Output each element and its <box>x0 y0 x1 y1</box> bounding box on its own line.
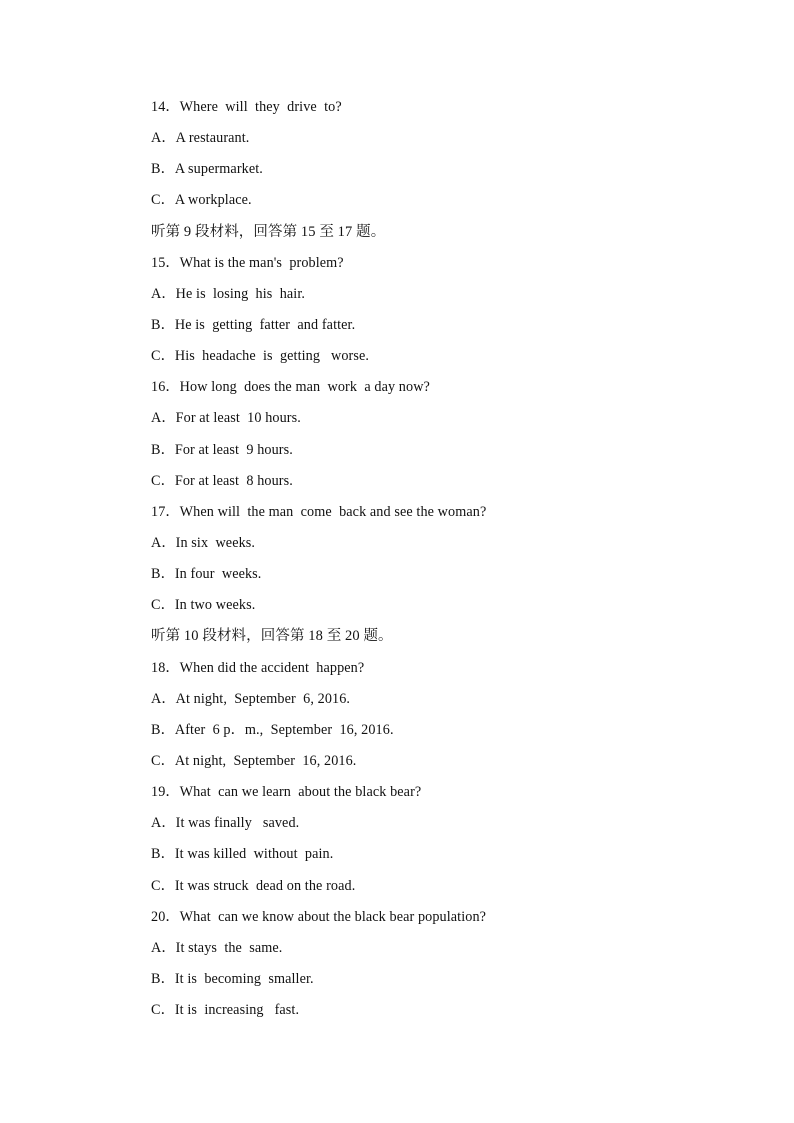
option-19-c: C．It was struck dead on the road. <box>151 877 356 894</box>
option-20-c: C．It is increasing fast. <box>151 1002 300 1019</box>
option-17-a: A．In six weeks. <box>151 534 256 551</box>
question-19: 19．What can we learn about the black bear? <box>151 784 422 801</box>
question-18: 18．When did the accident happen? <box>151 659 365 676</box>
option-20-a: A．It stays the same. <box>151 939 283 956</box>
question-list <box>151 96 751 1030</box>
question-15: 15．What is the man's problem? <box>151 254 344 271</box>
option-17-c: C．In two weeks. <box>151 597 256 614</box>
option-15-b: B．He is getting fatter and fatter. <box>151 316 356 333</box>
question-20: 20．What can we know about the black bear population? <box>151 908 487 925</box>
option-14-a: A．A restaurant. <box>151 130 250 147</box>
option-17-b: B．In four weeks. <box>151 566 262 583</box>
section-heading-9: 听第 9 段材料，回答第 15 至 17 题。 <box>151 223 386 240</box>
option-14-c: C．A workplace. <box>151 192 252 209</box>
section-heading-10: 听第 10 段材料，回答第 18 至 20 题。 <box>151 628 393 645</box>
question-17: 17．When will the man come back and see the woman? <box>151 503 487 520</box>
option-14-b: B．A supermarket. <box>151 161 263 178</box>
option-15-a: A．He is losing his hair. <box>151 285 306 302</box>
option-16-b: B．For at least 9 hours. <box>151 441 293 458</box>
option-18-c: C．At night, September 16, 2016. <box>151 752 357 769</box>
option-19-b: B．It was killed without pain. <box>151 846 334 863</box>
option-15-c: C．His headache is getting worse. <box>151 348 370 365</box>
question-14: 14．Where will they drive to? <box>151 99 342 115</box>
option-16-a: A．For at least 10 hours. <box>151 410 301 427</box>
option-18-b: B．After 6 p．m., September 16, 2016. <box>151 721 394 738</box>
option-16-c: C．For at least 8 hours. <box>151 472 293 489</box>
option-20-b: B．It is becoming smaller. <box>151 970 314 987</box>
option-18-a: A．At night, September 6, 2016. <box>151 690 351 707</box>
option-19-a: A．It was finally saved. <box>151 815 300 832</box>
question-16: 16．How long does the man work a day now? <box>151 379 430 396</box>
